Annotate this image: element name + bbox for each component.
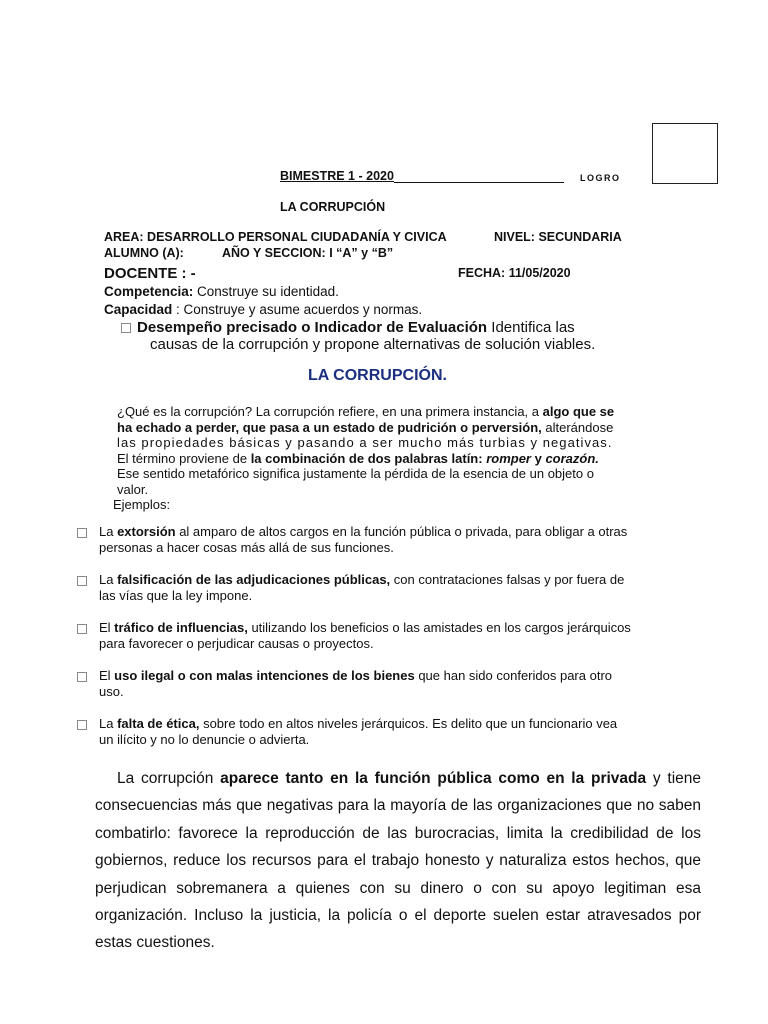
capacidad-label: Capacidad	[104, 302, 173, 317]
item-text: que han sido conferidos para otro	[414, 668, 613, 683]
closing-text: La corrupción	[117, 770, 221, 787]
bullet-box-icon	[77, 720, 87, 730]
fecha-field: FECHA: 11/05/2020	[458, 266, 571, 280]
list-item	[77, 524, 717, 556]
bullet-box-icon	[77, 672, 87, 682]
desempeno-line	[121, 319, 575, 336]
item-text: utilizando los beneficios o las amistades en los cargos jerárquicos	[247, 620, 631, 635]
bullet-box-icon	[121, 323, 131, 333]
list-item	[77, 572, 717, 604]
desempeno-value-1: Identifica las	[487, 319, 575, 336]
item-text: La	[99, 716, 118, 731]
bullet-box-icon	[77, 528, 87, 538]
item-bold: tráfico de influencias,	[114, 620, 248, 635]
item-bold: falsificación de las adjudicaciones públicas,	[117, 572, 391, 587]
closing-bold: aparece tanto en la función pública como en la privada	[220, 770, 647, 787]
intro-text: ¿Qué es la corrupción? La corrupción refiere, en una primera instancia, a	[117, 404, 543, 419]
area-field: AREA: DESARROLLO PERSONAL CIUDADANÍA Y CIVICA	[104, 230, 447, 244]
item-text: La	[99, 572, 118, 587]
docente-field: DOCENTE : -	[104, 265, 196, 282]
item-text: para favorecer o perjudicar causas o proyectos.	[99, 636, 374, 651]
logo-placeholder-box	[652, 123, 718, 184]
intro-bold: algo que se	[542, 404, 615, 419]
intro-italic: corazón.	[545, 450, 599, 466]
competencia-label: Competencia:	[104, 284, 194, 299]
topic-title: LA CORRUPCIÓN	[280, 200, 386, 214]
capacidad-line	[104, 302, 422, 317]
examples-label: Ejemplos:	[113, 497, 171, 512]
competencia-line	[104, 284, 339, 299]
bimestre-header	[280, 169, 564, 183]
intro-paragraph	[117, 404, 677, 498]
item-text: al amparo de altos cargos en la función pública o privada, para obligar a otras	[175, 524, 628, 539]
header-underline	[394, 169, 564, 183]
item-text: con contrataciones falsas y por fuera de	[390, 572, 625, 587]
alumno-field: ALUMNO (A):	[104, 246, 184, 260]
capacidad-value: : Construye y asume acuerdos y normas.	[172, 302, 423, 317]
item-text: uso.	[99, 684, 124, 699]
intro-text: las propiedades básicas y pasando a ser mucho más turbias y negativas.	[117, 435, 613, 451]
item-text: sobre todo en altos niveles jerárquicos. Es delito que un funcionario vea	[199, 716, 618, 731]
examples-list	[77, 524, 717, 764]
logro-label: LOGRO	[580, 173, 621, 183]
intro-italic: romper	[486, 450, 531, 466]
desempeno-label: Desempeño precisado o Indicador de Evaluación	[137, 319, 488, 336]
item-text: El	[99, 620, 115, 635]
intro-text: El término proviene de	[117, 450, 251, 466]
item-text: La	[99, 524, 118, 539]
bimestre-label: BIMESTRE 1 - 2020	[280, 169, 394, 183]
intro-text: alterándose	[541, 419, 614, 435]
list-item	[77, 668, 717, 700]
item-text: las vías que la ley impone.	[99, 588, 253, 603]
closing-text: y tiene consecuencias más que negativas para la mayoría de las organizaciones que no saben combatirlo: favorece la reproducción de las burocracias, limita la credibilidad de los gobiernos, reduce los recursos para el trabajo honesto y naturaliza estos hechos, que perjudican sobremanera a quienes con su dinero o con su apoyo legitiman esa organización. Incluso la justicia, la policía o el deporte suelen estar atravesados por estas cuestiones.	[95, 770, 701, 952]
competencia-value: Construye su identidad.	[193, 284, 339, 299]
closing-paragraph	[95, 765, 701, 957]
item-bold: uso ilegal o con malas intenciones de los bienes	[114, 668, 415, 683]
list-item	[77, 716, 717, 748]
intro-text: valor.	[117, 481, 149, 497]
list-item	[77, 620, 717, 652]
section-title: LA CORRUPCIÓN.	[308, 367, 447, 384]
item-text: personas a hacer cosas más allá de sus funciones.	[99, 540, 394, 555]
item-text: El	[99, 668, 115, 683]
desempeno-value-2: causas de la corrupción y propone alternativas de solución viables.	[150, 336, 596, 353]
nivel-field: NIVEL: SECUNDARIA	[494, 230, 622, 244]
item-bold: extorsión	[117, 524, 176, 539]
item-bold: falta de ética,	[117, 716, 200, 731]
bullet-box-icon	[77, 576, 87, 586]
intro-bold: y	[530, 450, 546, 466]
bullet-box-icon	[77, 624, 87, 634]
intro-bold: la combinación de dos palabras latín:	[250, 450, 487, 466]
intro-text: Ese sentido metafórico significa justamente la pérdida de la esencia de un objeto o	[117, 466, 594, 482]
item-text: un ilícito y no lo denuncie o advierta.	[99, 732, 310, 747]
intro-bold: ha echado a perder, que pasa a un estado de pudrición o perversión,	[117, 419, 542, 435]
anio-seccion-field: AÑO Y SECCION: I “A” y “B”	[222, 246, 394, 260]
